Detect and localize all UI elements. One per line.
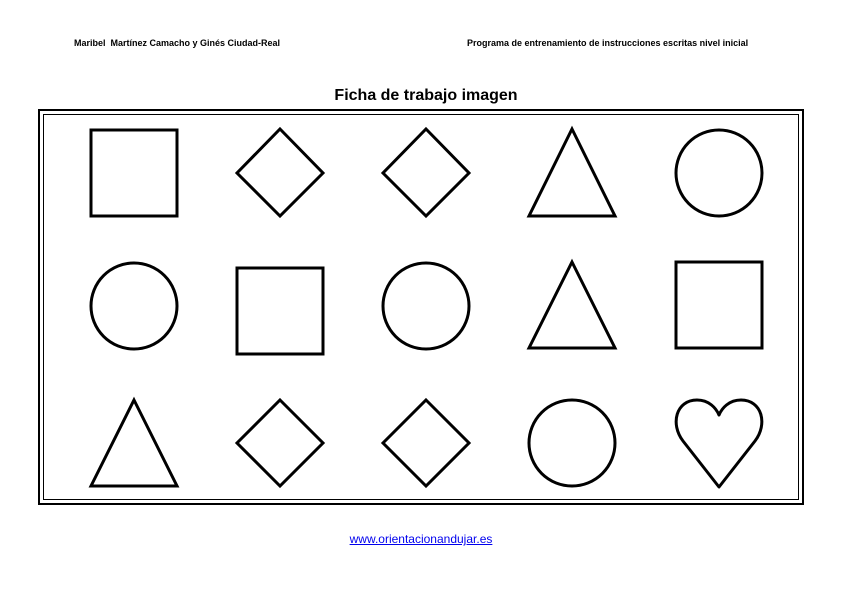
shape-circle <box>91 263 177 349</box>
shape-triangle <box>91 400 177 486</box>
shape-square <box>91 130 177 216</box>
shape-heart <box>676 400 762 487</box>
shape-square <box>676 262 762 348</box>
shape-triangle <box>529 129 615 216</box>
shape-circle <box>676 130 762 216</box>
shape-circle <box>529 400 615 486</box>
shape-diamond <box>237 129 323 216</box>
shape-diamond <box>237 400 323 486</box>
shape-circle <box>383 263 469 349</box>
header-authors: Maribel Martínez Camacho y Ginés Ciudad-Real <box>74 38 281 48</box>
shape-diamond <box>383 400 469 486</box>
shape-square <box>237 268 323 354</box>
website-link-container <box>0 532 842 546</box>
shape-diamond <box>383 129 469 216</box>
website-link[interactable]: www.orientacionandujar.es <box>349 532 493 546</box>
header-program: Programa de entrenamiento de instrucciones escritas nivel inicial <box>467 38 749 48</box>
shape-triangle <box>529 262 615 348</box>
page-title: Ficha de trabajo imagen <box>334 87 518 104</box>
